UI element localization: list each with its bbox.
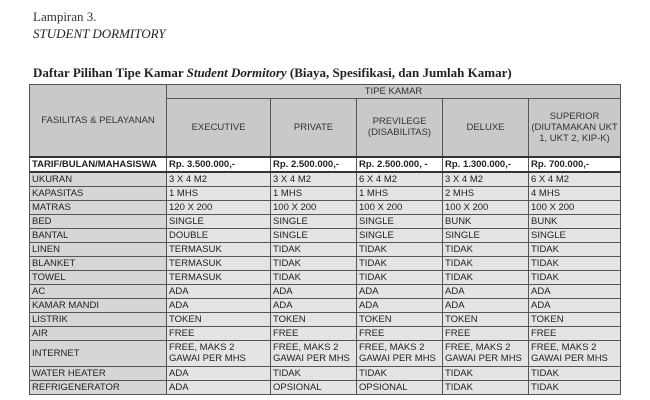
table-cell: SINGLE — [529, 228, 621, 242]
table-row — [30, 228, 621, 242]
row-label: INTERNET — [30, 340, 167, 366]
table-row — [30, 312, 621, 326]
table-cell: 3 X 4 M2 — [167, 172, 271, 187]
table-cell: FREE — [271, 326, 357, 340]
row-label: AC — [30, 284, 167, 298]
table-cell: 100 X 200 — [443, 200, 529, 214]
table-cell: ADA — [443, 298, 529, 312]
table-cell: TIDAK — [529, 380, 621, 394]
table-cell: DOUBLE — [167, 228, 271, 242]
row-label: AIR — [30, 326, 167, 340]
table-cell: TIDAK — [271, 242, 357, 256]
table-cell: ADA — [167, 284, 271, 298]
table-cell: BUNK — [443, 214, 529, 228]
table-cell: ADA — [167, 380, 271, 394]
table-cell: TIDAK — [357, 242, 443, 256]
table-row — [30, 256, 621, 270]
table-body — [30, 157, 621, 395]
table-cell: FREE — [529, 326, 621, 340]
row-label: BED — [30, 214, 167, 228]
row-label: BLANKET — [30, 256, 167, 270]
table-cell: ADA — [529, 298, 621, 312]
row-label: TARIF/BULAN/MAHASISWA — [30, 157, 167, 172]
table-cell: TERMASUK — [167, 242, 271, 256]
table-cell: TIDAK — [529, 242, 621, 256]
column-header: EXECUTIVE — [167, 99, 271, 157]
table-row — [30, 270, 621, 284]
column-header: SUPERIOR (DIUTAMAKAN UKT 1, UKT 2, KIP-K) — [529, 99, 621, 157]
table-cell: ADA — [357, 284, 443, 298]
table-cell: TIDAK — [443, 366, 529, 380]
table-cell: 100 X 200 — [529, 200, 621, 214]
table-row — [30, 284, 621, 298]
table-cell: SINGLE — [357, 214, 443, 228]
table-cell: 1 MHS — [357, 186, 443, 200]
table-row — [30, 214, 621, 228]
table-row — [30, 298, 621, 312]
table-cell: FREE — [443, 326, 529, 340]
table-row — [30, 186, 621, 200]
table-cell: TIDAK — [271, 366, 357, 380]
table-cell: TIDAK — [443, 270, 529, 284]
table-cell: Rp. 2.500.000, - — [357, 157, 443, 172]
table-cell: ADA — [357, 298, 443, 312]
table-cell: 6 X 4 M2 — [529, 172, 621, 187]
table-row — [30, 326, 621, 340]
room-type-table — [29, 84, 621, 395]
table-cell: TOKEN — [529, 312, 621, 326]
caption-prefix: Daftar Pilihan Tipe Kamar — [33, 65, 187, 80]
table-cell: SINGLE — [271, 214, 357, 228]
table-cell: 1 MHS — [271, 186, 357, 200]
table-cell: OPSIONAL — [357, 380, 443, 394]
table-cell: OPSIONAL — [271, 380, 357, 394]
table-cell: FREE, MAKS 2 GAWAI PER MHS — [167, 340, 271, 366]
table-cell: Rp. 1.300.000,- — [443, 157, 529, 172]
table-cell: 1 MHS — [167, 186, 271, 200]
table-cell: TIDAK — [529, 256, 621, 270]
table-cell: 100 X 200 — [357, 200, 443, 214]
caption-italic: Student Dormitory — [186, 65, 287, 80]
table-cell: TIDAK — [443, 256, 529, 270]
table-row — [30, 157, 621, 172]
table-cell: TIDAK — [271, 270, 357, 284]
row-label: REFRIGENERATOR — [30, 380, 167, 394]
table-cell: ADA — [167, 298, 271, 312]
row-label: LINEN — [30, 242, 167, 256]
table-cell: SINGLE — [357, 228, 443, 242]
table-cell: ADA — [167, 366, 271, 380]
table-cell: ADA — [529, 284, 621, 298]
row-label: TOWEL — [30, 270, 167, 284]
table-cell: FREE — [167, 326, 271, 340]
appendix-label: Lampiran 3. — [33, 9, 97, 24]
room-type-group-header: TIPE KAMAR — [167, 85, 621, 99]
table-cell: Rp. 700.000,- — [529, 157, 621, 172]
row-label: MATRAS — [30, 200, 167, 214]
table-cell: TIDAK — [357, 366, 443, 380]
table-cell: TERMASUK — [167, 256, 271, 270]
caption-suffix: (Biaya, Spesifikasi, dan Jumlah Kamar) — [286, 65, 512, 80]
table-cell: ADA — [271, 284, 357, 298]
table-cell: FREE, MAKS 2 GAWAI PER MHS — [357, 340, 443, 366]
table-cell: SINGLE — [167, 214, 271, 228]
table-row — [30, 340, 621, 366]
table-cell: FREE, MAKS 2 GAWAI PER MHS — [529, 340, 621, 366]
column-header: DELUXE — [443, 99, 529, 157]
table-cell: 120 X 200 — [167, 200, 271, 214]
table-cell: FREE, MAKS 2 GAWAI PER MHS — [271, 340, 357, 366]
row-label: KAMAR MANDI — [30, 298, 167, 312]
table-cell: TIDAK — [443, 380, 529, 394]
row-label: LISTRIK — [30, 312, 167, 326]
table-cell: TIDAK — [357, 270, 443, 284]
table-cell: 3 X 4 M2 — [271, 172, 357, 187]
table-cell: FREE, MAKS 2 GAWAI PER MHS — [443, 340, 529, 366]
table-cell: 3 X 4 M2 — [443, 172, 529, 187]
table-cell: TIDAK — [443, 242, 529, 256]
table-cell: SINGLE — [443, 228, 529, 242]
table-row — [30, 172, 621, 187]
table-cell: TERMASUK — [167, 270, 271, 284]
column-header: PRIVATE — [271, 99, 357, 157]
table-row — [30, 366, 621, 380]
table-cell: 4 MHS — [529, 186, 621, 200]
table-cell: TIDAK — [529, 270, 621, 284]
table-cell: TIDAK — [271, 256, 357, 270]
table-row — [30, 242, 621, 256]
table-cell: ADA — [271, 298, 357, 312]
table-cell: Rp. 3.500.000,- — [167, 157, 271, 172]
column-header: PREVILEGE (DISABILITAS) — [357, 99, 443, 157]
table-cell: TOKEN — [443, 312, 529, 326]
row-label: WATER HEATER — [30, 366, 167, 380]
table-cell: 2 MHS — [443, 186, 529, 200]
row-label: UKURAN — [30, 172, 167, 187]
document-title: STUDENT DORMITORY — [33, 26, 166, 41]
table-cell: TIDAK — [357, 256, 443, 270]
table-cell: TOKEN — [271, 312, 357, 326]
table-cell: Rp. 2.500.000,- — [271, 157, 357, 172]
table-caption — [33, 65, 512, 81]
table-cell: TIDAK — [529, 366, 621, 380]
table-header — [30, 85, 621, 157]
table-cell: ADA — [443, 284, 529, 298]
table-row — [30, 380, 621, 394]
table-cell: FREE — [357, 326, 443, 340]
table-cell: BUNK — [529, 214, 621, 228]
row-label: BANTAL — [30, 228, 167, 242]
table-cell: SINGLE — [271, 228, 357, 242]
table-cell: 100 X 200 — [271, 200, 357, 214]
table-row — [30, 200, 621, 214]
row-label: KAPASITAS — [30, 186, 167, 200]
table-cell: TOKEN — [357, 312, 443, 326]
facility-header: FASILITAS & PELAYANAN — [30, 85, 167, 157]
table-cell: TOKEN — [167, 312, 271, 326]
table-cell: 6 X 4 M2 — [357, 172, 443, 187]
